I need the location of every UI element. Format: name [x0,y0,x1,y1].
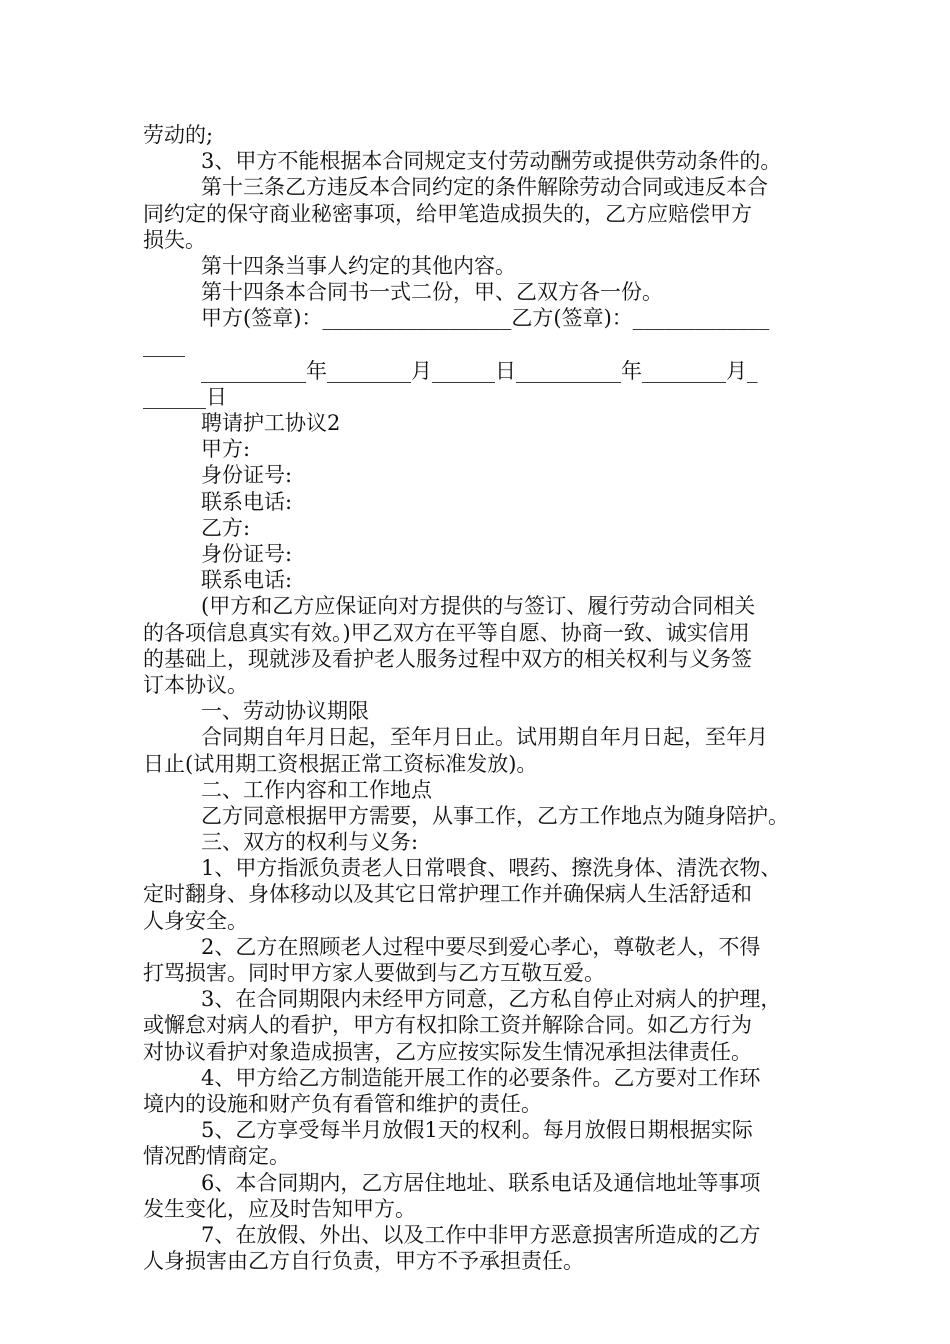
text-line: 3、在合同期限内未经甲方同意，乙方私自停止对病人的护理， [201,987,782,1012]
text-line: 订本协议。 [143,672,248,697]
text-line: 身份证号: [201,463,293,488]
text-line: 乙方: [201,515,251,540]
text-line: 第十四条当事人约定的其他内容。 [201,253,516,278]
text-line: __________年________月______日__________年________月_ [201,358,758,383]
text-line: 或懈怠对病人的看护，甲方有权扣除工资并解除合同。如乙方行为 [143,1013,752,1038]
text-line: 日止(试用期工资根据正常工资标准发放)。 [143,751,538,776]
text-line: 4、甲方给乙方制造能开展工作的必要条件。乙方要对工作环 [201,1065,761,1090]
text-line: 1、甲方指派负责老人日常喂食、喂药、擦洗身体、清洗衣物、 [201,856,782,881]
text-line: ______日 [143,384,227,409]
text-line: 人身安全。 [143,908,248,933]
text-line: 二、工作内容和工作地点 [201,777,432,802]
text-line: 第十四条本合同书一式二份，甲、乙双方各一份。 [201,280,663,305]
text-line: 的各项信息真实有效。)甲乙双方在平等自愿、协商一致、诚实信用 [143,620,750,645]
text-line: (甲方和乙方应保证向对方提供的与签订、履行劳动合同相关 [201,594,756,619]
text-line: 3、甲方不能根据本合同规定支付劳动酬劳或提供劳动条件的。 [201,149,782,174]
text-line: 合同期自年月日起，至年月日止。试用期自年月日起，至年月 [201,725,768,750]
text-line: 2、乙方在照顾老人过程中要尽到爱心孝心，尊敬老人，不得 [201,934,761,959]
text-line: 三、双方的权利与义务: [201,830,419,855]
text-line: 损失。 [143,227,206,252]
text-line: 聘请护工协议2 [201,411,341,436]
text-line: 联系电话: [201,489,293,514]
text-line: 定时翻身、身体移动以及其它日常护理工作并确保病人生活舒适和 [143,882,752,907]
text-line: 境内的设施和财产负有看管和维护的责任。 [143,1091,542,1116]
text-line: 一、劳动协议期限 [201,699,369,724]
text-line: 情况酌情商定。 [143,1144,290,1169]
text-line: 7、在放假、外出、以及工作中非甲方恶意损害所造成的乙方 [201,1222,761,1247]
text-line: 打骂损害。同时甲方家人要做到与乙方互敬互爱。 [143,961,605,985]
text-line: 联系电话: [201,568,293,593]
text-line: ____ [143,332,185,357]
text-line: 劳动的; [143,123,214,147]
text-line: 身份证号: [201,542,293,566]
text-line: 对协议看护对象造成损害，乙方应按实际发生情况承担法律责任。 [143,1039,752,1064]
text-line: 乙方同意根据甲方需要，从事工作，乙方工作地点为随身陪护。 [201,803,789,828]
text-line: 甲方: [201,437,251,462]
text-line: 5、乙方享受每半月放假1天的权利。每月放假日期根据实际 [201,1118,753,1143]
text-line: 同约定的保守商业秘密事项，给甲笔造成损失的，乙方应赔偿甲方 [143,201,752,226]
text-line: 第十三条乙方违反本合同约定的条件解除劳动合同或违反本合 [201,175,768,200]
text-line: 甲方(签章)：__________________乙方(签章)：_____________ [201,306,770,331]
document-body [143,122,815,1274]
text-line: 人身损害由乙方自行负责，甲方不予承担责任。 [143,1249,584,1274]
text-line: 发生变化，应及时告知甲方。 [143,1196,416,1221]
text-line: 6、本合同期内，乙方居住地址、联系电话及通信地址等事项 [201,1170,761,1195]
text-line: 的基础上，现就涉及看护老人服务过程中双方的相关权利与义务签 [143,646,752,671]
